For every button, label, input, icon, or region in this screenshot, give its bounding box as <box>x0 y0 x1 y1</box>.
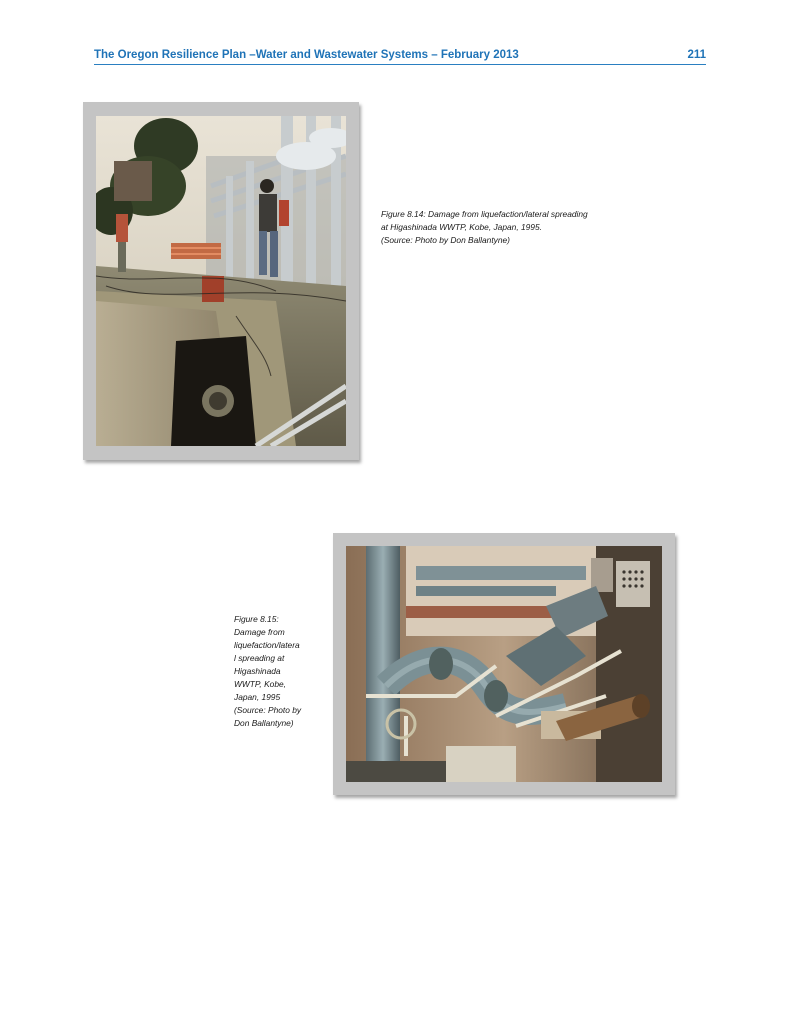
document-title: The Oregon Resilience Plan –Water and Wastewater Systems – February 2013 <box>94 49 519 61</box>
caption-line: Figure 8.15: <box>234 614 279 624</box>
page-number: 211 <box>687 49 706 61</box>
caption-line: Japan, 1995 <box>234 692 281 702</box>
caption-line: Higashinada <box>234 666 281 676</box>
figure-8-15-photo <box>346 546 662 782</box>
caption-line: (Source: Photo by <box>234 705 302 715</box>
caption-line: Don Ballantyne) <box>234 718 294 728</box>
figure-8-14-caption <box>381 208 631 247</box>
caption-line: Damage from <box>234 627 285 637</box>
caption-line: WWTP, Kobe, <box>234 679 286 689</box>
caption-line: liquefaction/latera <box>234 640 300 650</box>
figure-8-14-frame <box>83 102 359 460</box>
caption-line: Figure 8.14: Damage from liquefaction/lateral spreading <box>381 209 588 219</box>
caption-line: at Higashinada WWTP, Kobe, Japan, 1995. <box>381 222 542 232</box>
caption-line: (Source: Photo by Don Ballantyne) <box>381 235 510 245</box>
figure-8-15-caption <box>234 613 324 730</box>
page-header <box>94 48 706 65</box>
figure-8-15-frame <box>333 533 675 795</box>
figure-8-14-photo <box>96 116 346 446</box>
caption-line: l spreading at <box>234 653 285 663</box>
